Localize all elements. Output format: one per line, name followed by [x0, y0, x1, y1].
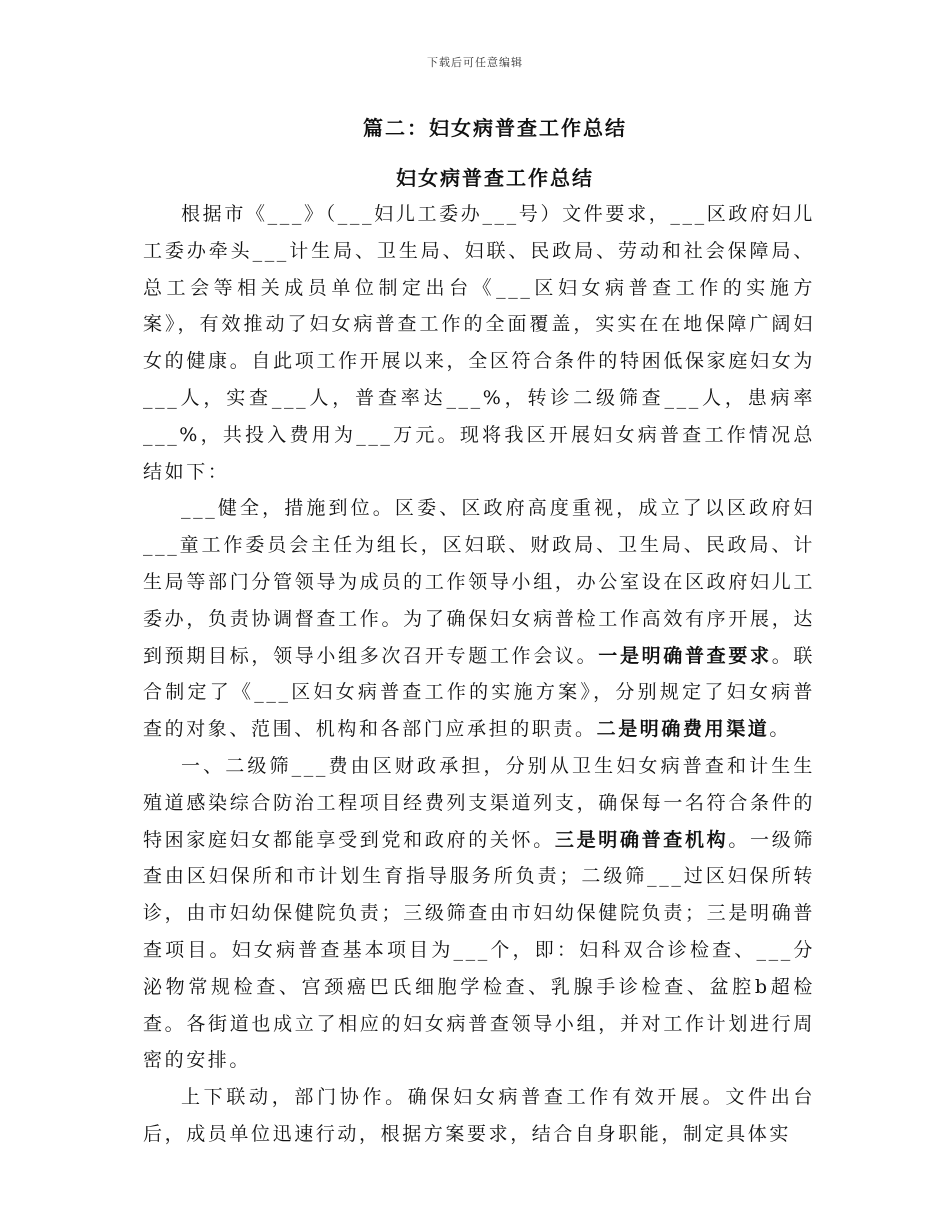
bold-heading-run: 一是明确普查要求 — [598, 644, 772, 667]
bold-heading-run: 二是明确费用渠道 — [596, 718, 770, 741]
body-text — [143, 196, 815, 1153]
bold-heading-run: 三是明确普查机构 — [554, 828, 729, 851]
text-run: ___健全，措施到位。区委、区政府高度重视，成立了以区政府妇___童工作委员会主任为组长，区妇联、财政局、卫生局、民政局、计生局等部门分管领导为成员的工作领导小组，办公室设在区政府妇儿工委办，负责协调督查工作。为了确保妇女病普检工作高效有序开展，达到预期目标，领导小组多次召开专题工作会议。 — [143, 497, 815, 667]
paragraph — [143, 748, 815, 1079]
paragraph — [143, 490, 815, 748]
text-run: 根据市《___》（___妇儿工委办___号）文件要求，___区政府妇儿工委办牵头___计生局、卫生局、妇联、民政局、劳动和社会保障局、总工会等相关成员单位制定出台《___区妇女病普查工作的实施方案》，有效推动了妇女病普查工作的全面覆盖，实实在在地保障广阔妇女的健康。自此项工作开展以来，全区符合条件的特困低保家庭妇女为___人，实查___人，普查率达___%，转诊二级筛查___人，患病率___%，共投入费用为___万元。现将我区开展妇女病普查工作情况总结如下： — [143, 203, 815, 483]
paragraph — [143, 1079, 815, 1153]
text-run: 一、二级筛___费由区财政承担，分别从卫生妇女病普查和计生生殖道感染综合防治工程项目经费列支渠道列支，确保每一名符合条件的特困家庭妇女都能享受到党和政府的关怀。 — [143, 754, 815, 851]
header-note: 下载后可任意编辑 — [427, 56, 523, 69]
text-run: 上下联动，部门协作。确保妇女病普查工作有效开展。文件出台后，成员单位迅速行动，根据方案要求，结合自身职能，制定具体实 — [143, 1086, 815, 1145]
text-run: 。 — [769, 718, 792, 741]
text-run: 。一级筛查由区妇保所和市计划生育指导服务所负责；二级筛___过区妇保所转诊，由市妇幼保健院负责；三级筛查由市妇幼保健院负责；三是明确普查项目。妇女病普查基本项目为___个，即：妇科双合诊检查、___分泌物常规检查、宫颈癌巴氏细胞学检查、乳腺手诊检查、盆腔b超检查。各街道也成立了相应的妇女病普查领导小组，并对工作计划进行周密的安排。 — [143, 828, 815, 1072]
document-title: 篇二：妇女病普查工作总结 — [363, 116, 627, 140]
document-subtitle: 妇女病普查工作总结 — [396, 166, 594, 190]
paragraph — [143, 196, 815, 490]
text-run: 。联合制定了《___区妇女病普查工作的实施方案》，分别规定了妇女病普查的对象、范围、机构和各部门应承担的职责。 — [143, 644, 815, 741]
